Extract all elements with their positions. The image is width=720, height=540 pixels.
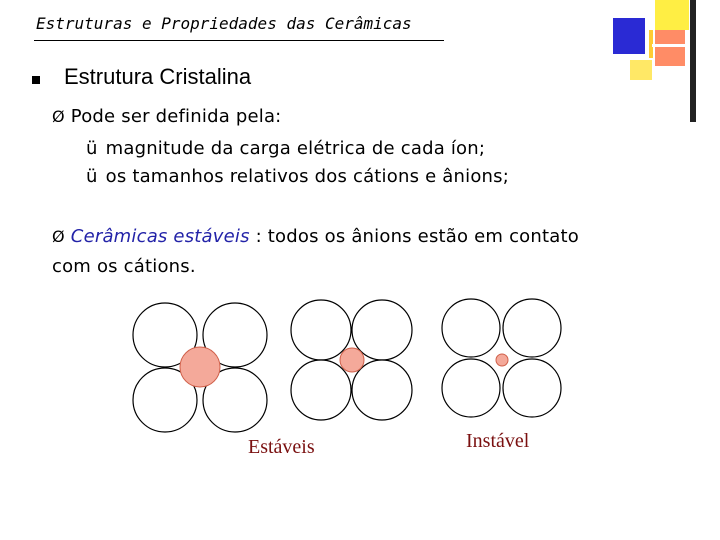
anion-circle bbox=[291, 360, 351, 420]
anion-circle bbox=[352, 360, 412, 420]
section-heading: Estrutura Cristalina bbox=[64, 64, 252, 89]
anion-circle bbox=[442, 299, 500, 357]
check-item-2-text: os tamanhos relativos dos cátions e ânions; bbox=[105, 166, 509, 187]
stable-continuation: com os cátions. bbox=[52, 256, 196, 277]
check-icon: ü bbox=[86, 138, 98, 159]
stable-ceramics-emphasis: Cerâmicas estáveis bbox=[70, 226, 250, 247]
caption-stable: Estáveis bbox=[248, 436, 315, 458]
arrow-bullet-icon: Ø bbox=[52, 227, 65, 246]
anion-circle bbox=[503, 359, 561, 417]
cation-small-circle bbox=[496, 354, 508, 366]
cation-medium-circle bbox=[340, 348, 364, 372]
anion-circle bbox=[352, 300, 412, 360]
anion-circle bbox=[291, 300, 351, 360]
definition-text: Pode ser definida pela: bbox=[70, 106, 282, 127]
arrow-bullet-icon: Ø bbox=[52, 107, 65, 126]
cation-large-circle bbox=[180, 347, 220, 387]
caption-unstable: Instável bbox=[466, 430, 530, 452]
slide-title: Estruturas e Propriedades das Cerâmicas bbox=[36, 14, 412, 33]
anion-circle bbox=[442, 359, 500, 417]
stable-ceramics-text: : todos os ânions estão em contato bbox=[249, 226, 579, 247]
anion-circle bbox=[503, 299, 561, 357]
check-item-1-text: magnitude da carga elétrica de cada íon; bbox=[105, 138, 486, 159]
check-icon: ü bbox=[86, 166, 98, 187]
